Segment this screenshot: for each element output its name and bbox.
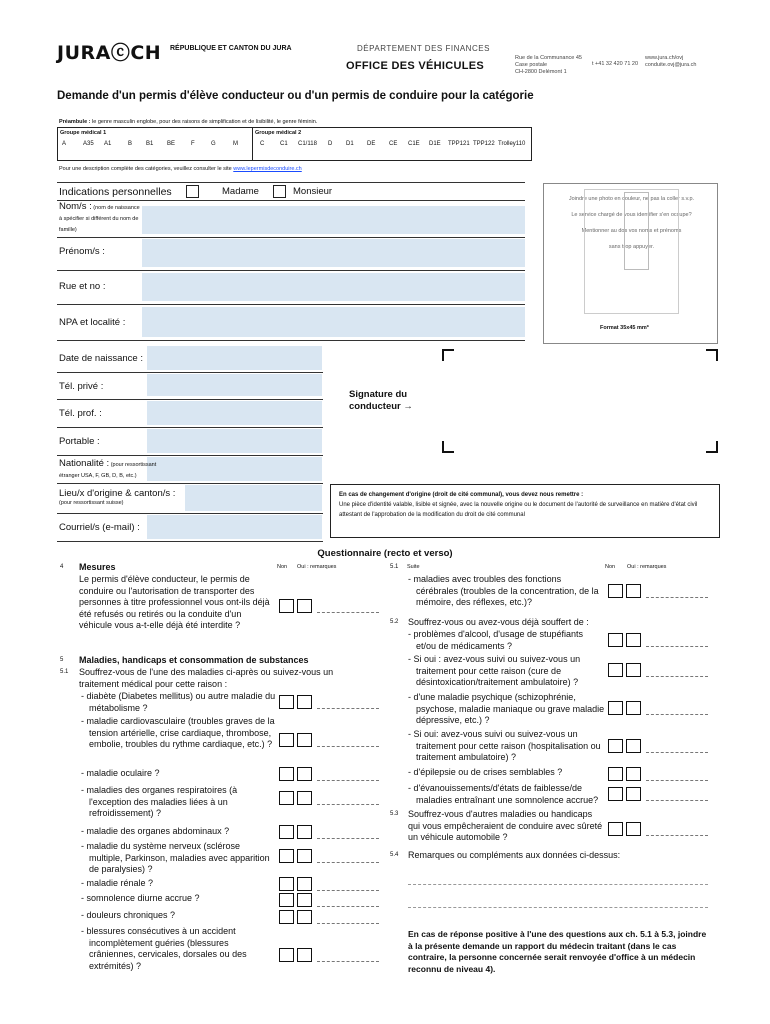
name-label — [59, 202, 144, 235]
npa-field[interactable] — [142, 307, 525, 337]
remarks-field[interactable] — [646, 752, 708, 753]
personal-heading: Indications personnelles — [59, 186, 172, 198]
divider — [57, 182, 525, 183]
website: www.jura.ch/ovj — [645, 55, 684, 61]
category-option[interactable]: CE — [389, 141, 398, 147]
question-item: - Si oui: avez-vous suivi ou suivez-vous un traitement pour cette raison (hospitalisation ou traitement ambulatoire) ? — [408, 729, 601, 762]
non-checkbox[interactable] — [279, 893, 294, 907]
category-option[interactable]: C1/118 — [298, 141, 317, 147]
origin-label: Lieu/x d'origine & canton/s : — [59, 488, 176, 499]
photo-format: Format 35x45 mm* — [600, 325, 649, 331]
preamble — [59, 119, 317, 125]
change-origin-box — [330, 484, 720, 538]
oui-checkbox[interactable] — [297, 948, 312, 962]
birth-field[interactable] — [147, 346, 322, 370]
tel-priv-field[interactable] — [147, 374, 322, 396]
divider — [57, 427, 323, 428]
category-option[interactable]: C1E — [408, 141, 420, 147]
address-line: CH-2800 Delémont 1 — [515, 69, 567, 75]
remarks-field[interactable] — [646, 597, 708, 598]
remarks-field[interactable] — [317, 862, 379, 863]
non-checkbox[interactable] — [279, 599, 294, 613]
non-checkbox[interactable] — [608, 663, 623, 677]
question-item: - d'épilepsie ou de crises semblables ? — [408, 767, 563, 777]
remarks-field[interactable] — [646, 646, 708, 647]
category-link-prefix: Pour une description complète des catégories, veuillez consulter le site — [59, 166, 234, 172]
preamble-text: le genre masculin englobe, pour des raisons de simplification et de lisibilité, le genre féminin. — [90, 119, 318, 125]
non-checkbox[interactable] — [279, 948, 294, 962]
section-number: 4 — [60, 564, 64, 570]
firstname-label: Prénom/s : — [59, 246, 105, 257]
question-item: - douleurs chroniques ? — [81, 910, 176, 920]
signature-label-line: Signature du — [349, 389, 408, 400]
non-checkbox[interactable] — [608, 787, 623, 801]
remarks-field[interactable] — [317, 961, 379, 962]
divider — [57, 270, 525, 271]
signature-area[interactable] — [442, 349, 718, 453]
street-label: Rue et no : — [59, 281, 106, 292]
birth-label: Date de naissance : — [59, 353, 143, 364]
question-text: Souffrez-vous ou avez-vous déjà souffert de : — [408, 617, 589, 627]
oui-checkbox[interactable] — [297, 910, 312, 924]
logo-subtitle: RÉPUBLIQUE ET CANTON DU JURA — [170, 45, 292, 52]
category-option[interactable]: D1 — [346, 141, 354, 147]
section-title: Maladies, handicaps et consommation de substances — [79, 655, 309, 665]
group-divider — [252, 128, 253, 160]
remarks-field[interactable] — [646, 835, 708, 836]
oui-checkbox[interactable] — [297, 893, 312, 907]
remarks-field[interactable] — [646, 780, 708, 781]
oui-checkbox[interactable] — [626, 584, 641, 598]
question-text: Remarques ou compléments aux données ci-dessus: — [408, 850, 621, 860]
remarks-field[interactable] — [646, 800, 708, 801]
remarks-field[interactable] — [646, 676, 708, 677]
category-option[interactable]: C — [260, 141, 265, 147]
divider — [57, 372, 323, 373]
preamble-label: Préambule : — [59, 119, 91, 125]
question-item: - maladie rénale ? — [81, 878, 154, 888]
questionnaire-title: Questionnaire (recto et verso) — [317, 548, 453, 559]
non-checkbox[interactable] — [279, 877, 294, 891]
remarks-field[interactable] — [317, 890, 379, 891]
oui-checkbox[interactable] — [297, 825, 312, 839]
question-item: - blessures consécutives à un accident incomplètement guéries (blessures crâniennes, cervicales, dorsales ou des extrémités) ? — [81, 926, 247, 971]
office-name: OFFICE DES VÉHICULES — [346, 60, 485, 72]
divider — [57, 340, 525, 341]
name-field[interactable] — [142, 206, 525, 234]
category-option[interactable]: G — [211, 141, 216, 147]
change-origin-body: Une pièce d'identité valable, lisible et signée, avec la nouvelle origine ou le document de l'autorité de surveillance en matière d'état civil attestant de l'approbation de la modification du droit de cité communal — [339, 502, 698, 518]
signature-label-line: conducteur → — [349, 401, 413, 412]
non-checkbox[interactable] — [608, 767, 623, 781]
category-option[interactable]: Trolley110 — [498, 141, 526, 147]
divider — [57, 399, 323, 400]
category-option[interactable]: TPP122 — [473, 141, 495, 147]
category-option[interactable]: M — [233, 141, 238, 147]
category-link-line — [59, 166, 302, 172]
non-checkbox[interactable] — [608, 701, 623, 715]
question-item: - maladie des organes abdominaux ? — [81, 826, 230, 836]
bottom-note: En cas de réponse positive à l'une des questions aux ch. 5.1 à 5.3, joindre à la présente demande un rapport du médecin traitant (dans le cas contraire, la personne concernée serait renvoyée d'office à un médecin reconnu de niveau 4). — [408, 929, 707, 974]
firstname-field[interactable] — [142, 239, 525, 267]
nationality-field[interactable] — [147, 457, 322, 481]
origin-field[interactable] — [185, 485, 322, 511]
remarks-field[interactable] — [317, 708, 379, 709]
monsieur-checkbox[interactable] — [273, 185, 286, 198]
category-option[interactable]: TPP121 — [448, 141, 470, 147]
non-checkbox[interactable] — [279, 695, 294, 709]
oui-checkbox[interactable] — [297, 599, 312, 613]
name-label-text: Nom/s : — [59, 201, 92, 212]
web-contact — [645, 55, 696, 69]
remarks-field[interactable] — [317, 612, 379, 613]
change-origin-text — [339, 490, 711, 520]
remarks-field[interactable] — [317, 838, 379, 839]
col-non: Non — [605, 564, 616, 570]
photo-instruction: Mentionner au dos vos noms et prénoms — [581, 228, 682, 234]
oui-checkbox[interactable] — [297, 849, 312, 863]
department: DÉPARTEMENT DES FINANCES — [357, 44, 490, 53]
non-checkbox[interactable] — [279, 910, 294, 924]
remarks-line[interactable] — [408, 884, 708, 885]
oui-checkbox[interactable] — [297, 733, 312, 747]
section-number: 5.3 — [390, 811, 399, 817]
category-option[interactable]: D — [328, 141, 333, 147]
question-item: - problèmes d'alcool, d'usage de stupéfiants et/ou de médicaments ? — [408, 629, 584, 651]
origin-note: (pour ressortissant suisse) — [59, 500, 124, 506]
question-item: - somnolence diurne accrue ? — [81, 893, 200, 903]
oui-checkbox[interactable] — [626, 701, 641, 715]
col-oui: Oui : remarques — [297, 564, 337, 570]
question-text: Souffrez-vous de l'une des maladies ci-après ou suivez-vous un traitement médical pour cette raison : — [79, 667, 334, 689]
question-item: - maladie cardiovasculaire (troubles graves de la tension artérielle, crise cardiaque, thrombose, embolie, troubles du rythme cardiaque, etc.) ? — [81, 716, 275, 749]
category-option[interactable]: C1 — [280, 141, 288, 147]
section-number: 5 — [60, 657, 64, 663]
email-field[interactable] — [147, 515, 322, 539]
section-number: 5.4 — [390, 852, 399, 858]
remarks-field[interactable] — [317, 780, 379, 781]
category-option[interactable]: A — [62, 141, 67, 147]
non-checkbox[interactable] — [608, 822, 623, 836]
category-option[interactable]: BE — [167, 141, 176, 147]
category-box — [57, 127, 532, 161]
photo-instruction: Joindre une photo en couleur, ne pas la coller s.v.p. — [568, 196, 695, 202]
group1-label: Groupe médical 1 — [60, 130, 107, 136]
category-option[interactable]: DE — [367, 141, 376, 147]
photo-area[interactable] — [543, 183, 718, 344]
question-item: - maladie du système nerveux (sclérose multiple, Parkinson, maladies avec apparition de paralysies) ? — [81, 841, 270, 874]
nationality-label-text: Nationalité : — [59, 458, 110, 469]
photo-frame — [584, 189, 679, 314]
non-checkbox[interactable] — [608, 584, 623, 598]
photo-instruction: Le service chargé de vous identifier s'en occupe? — [571, 212, 692, 218]
oui-checkbox[interactable] — [297, 767, 312, 781]
oui-checkbox[interactable] — [626, 663, 641, 677]
divider — [57, 237, 525, 238]
question-text: - maladies avec troubles des fonctions cérébrales (troubles de la concentration, de la mémoire, des réflexes, etc.)? — [408, 574, 599, 607]
form-title: Demande d'un permis d'élève conducteur ou d'un permis de conduire pour la catégorie — [57, 90, 534, 102]
nationality-note: (pour ressortissant étranger USA, F, GB, D, B, etc.) — [59, 462, 157, 479]
email-label: Courriel/s (e-mail) : — [59, 522, 140, 533]
divider — [57, 541, 323, 542]
question-item: - maladie oculaire ? — [81, 768, 160, 778]
section-number: 5.1 — [390, 564, 399, 570]
non-checkbox[interactable] — [279, 767, 294, 781]
non-checkbox[interactable] — [608, 633, 623, 647]
divider — [57, 304, 525, 305]
street-field[interactable] — [142, 273, 525, 301]
non-checkbox[interactable] — [279, 733, 294, 747]
section-number: 5.1 — [60, 669, 69, 675]
madame-checkbox[interactable] — [186, 185, 199, 198]
signature-label — [349, 389, 413, 413]
question-item: - d'une maladie psychique (schizophrénie, psychose, maladie maniaque ou grave maladie dépressive, etc.) ? — [408, 692, 605, 725]
oui-checkbox[interactable] — [626, 739, 641, 753]
category-option[interactable]: B1 — [146, 141, 154, 147]
tel-priv-label: Tél. privé : — [59, 381, 104, 392]
category-option[interactable]: D1E — [429, 141, 441, 147]
col-non: Non — [277, 564, 288, 570]
madame-label: Madame — [222, 186, 259, 197]
mobile-label: Portable : — [59, 436, 100, 447]
oui-checkbox[interactable] — [297, 791, 312, 805]
tel-prof-label: Tél. prof. : — [59, 408, 102, 419]
continuation-label: Suite — [407, 564, 420, 570]
col-oui: Oui : remarques — [627, 564, 667, 570]
oui-checkbox[interactable] — [297, 695, 312, 709]
logo: JURAⓒCH — [57, 42, 162, 64]
non-checkbox[interactable] — [279, 791, 294, 805]
remarks-field[interactable] — [646, 714, 708, 715]
category-option[interactable]: A35 — [83, 141, 94, 147]
photo-instruction: sans trop appuyer. — [608, 244, 655, 250]
monsieur-label: Monsieur — [293, 186, 333, 197]
question-item: - maladies des organes respiratoires (à l'exception des maladies liées à un refroidissement) ? — [81, 785, 238, 818]
non-checkbox[interactable] — [279, 849, 294, 863]
oui-checkbox[interactable] — [626, 633, 641, 647]
question-item: - d'évanouissements/d'états de faiblesse/de maladies entraînant une somnolence accrue? — [408, 783, 599, 805]
nationality-label — [59, 459, 164, 481]
divider — [57, 483, 323, 484]
non-checkbox[interactable] — [608, 739, 623, 753]
remarks-field[interactable] — [317, 746, 379, 747]
section-number: 5.2 — [390, 619, 399, 625]
section-title: Mesures — [79, 562, 116, 572]
divider — [57, 200, 525, 201]
npa-label: NPA et localité : — [59, 317, 126, 328]
oui-checkbox[interactable] — [626, 787, 641, 801]
address-line: Case postale — [515, 62, 548, 68]
divider — [57, 455, 323, 456]
category-option[interactable]: A1 — [104, 141, 112, 147]
oui-checkbox[interactable] — [626, 822, 641, 836]
group2-label: Groupe médical 2 — [255, 130, 302, 136]
question-item: - Si oui : avez-vous suivi ou suivez-vous un traitement pour cette raison (cure de désintoxication/traitement ambulatoire) ? — [408, 654, 581, 687]
email-contact: conduite.ovj@jura.ch — [645, 62, 697, 68]
category-option[interactable]: B — [128, 141, 133, 147]
remarks-line[interactable] — [408, 907, 708, 908]
remarks-field[interactable] — [317, 804, 379, 805]
change-origin-title: En cas de changement d'origine (droit de cité communal), vous devez nous remettre : — [339, 492, 584, 498]
category-link[interactable]: www.lepermisdeconduire.ch — [233, 166, 302, 172]
non-checkbox[interactable] — [279, 825, 294, 839]
question-text: Souffrez-vous d'autres maladies ou handicaps qui vous empêcheraient de conduire avec sûreté un véhicule automobile ? — [408, 809, 603, 842]
remarks-field[interactable] — [317, 906, 379, 907]
address — [515, 55, 582, 76]
question-item: - diabète (Diabetes mellitus) ou autre maladie du métabolisme ? — [81, 691, 276, 713]
remarks-field[interactable] — [317, 923, 379, 924]
divider — [57, 513, 323, 514]
name-note: (nom de naissance à spécifier si différent du nom de famille) — [59, 205, 140, 233]
oui-checkbox[interactable] — [626, 767, 641, 781]
oui-checkbox[interactable] — [297, 877, 312, 891]
question-text: Le permis d'élève conducteur, le permis de conduire ou l'autorisation de transporter des personnes à titre professionnel vous ont-ils déjà été refusés ou retirés ou la conduite d'un véhicule vous a-t-elle déjà été interdite ? — [79, 574, 270, 630]
category-option[interactable]: F — [191, 141, 195, 147]
address-line: Rue de la Communance 45 — [515, 55, 582, 61]
mobile-field[interactable] — [147, 429, 322, 453]
phone: t +41 32 420 71 20 — [592, 61, 639, 67]
tel-prof-field[interactable] — [147, 401, 322, 425]
